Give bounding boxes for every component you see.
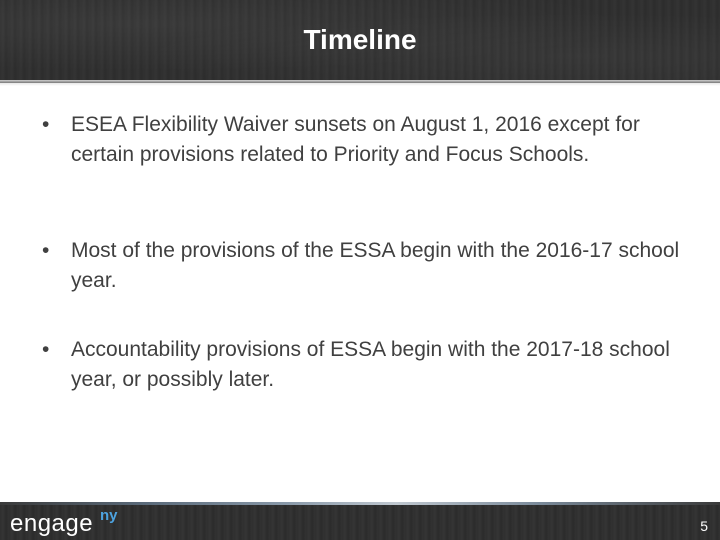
bullet-item	[42, 236, 692, 296]
bullet-item	[42, 110, 692, 170]
page-number: 5	[700, 518, 708, 534]
bullet-marker: •	[42, 113, 50, 136]
bullet-text: Most of the provisions of the ESSA begin with the 2016-17 school year.	[71, 239, 680, 292]
logo-superscript: ny	[100, 507, 118, 524]
bullet-text: Accountability provisions of ESSA begin with the 2017-18 school year, or possibly later.	[71, 338, 670, 391]
bullet-marker: •	[42, 338, 50, 361]
slide-title: Timeline	[303, 24, 417, 55]
bullet-item	[42, 335, 692, 395]
bullet-marker: •	[42, 239, 50, 262]
logo-wordmark: engage	[10, 510, 94, 537]
bullet-text: ESEA Flexibility Waiver sunsets on August 1, 2016 except for certain provisions related to Priority and Focus Schools.	[71, 113, 640, 166]
title-bar	[0, 0, 720, 83]
